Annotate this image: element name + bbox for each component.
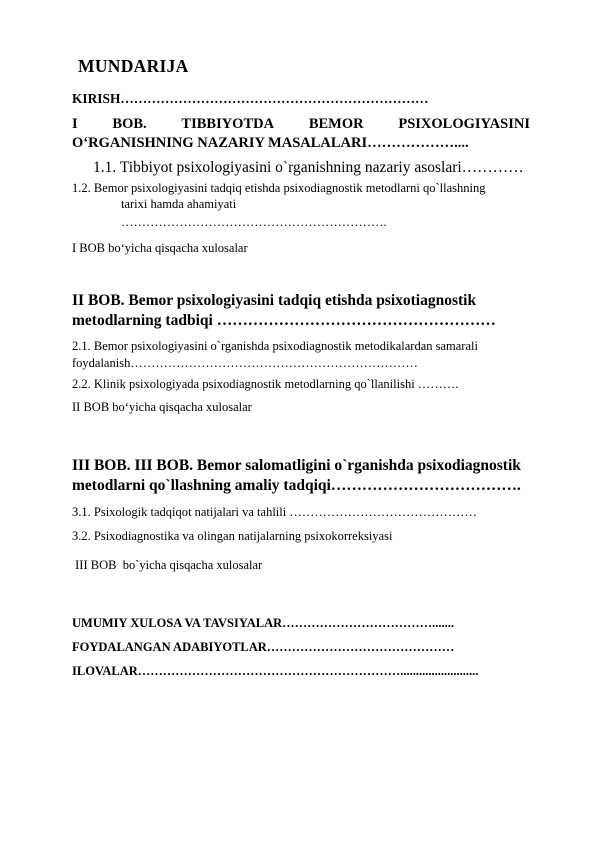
chapter1-heading-line1[interactable]: [72, 116, 530, 133]
toc-entry-kirish[interactable]: KIRISH……………………………………………………………: [72, 91, 429, 106]
toc-entry-1-1[interactable]: 1.1. Tibbiyot psixologiyasini o`rganishning nazariy asoslari…………: [93, 159, 524, 176]
toc-entry-2-1[interactable]: 2.1. Bemor psixologiyasini o`rganishda psixodiagnostik metodikalardan samarali: [72, 339, 478, 353]
toc-entry-1-2-line2[interactable]: tarixi hamda ahamiyati: [121, 197, 237, 211]
toc-entry-2-2[interactable]: 2.2. Klinik psixologiyada psixodiagnostik metodlarning qo`llanilishi ……….: [72, 377, 459, 391]
chapter2-heading-line1[interactable]: II BOB. Bemor psixologiyasini tadqiq etishda psixotiagnostik: [72, 292, 477, 309]
toc-entry-3-2[interactable]: 3.2. Psixodiagnostika va olingan natijalarning psixokorreksiyasi: [72, 529, 393, 543]
toc-entry-ch3-summary[interactable]: III BOB bo`yicha qisqacha xulosalar: [72, 558, 263, 572]
chapter1-heading-word: PSIXOLOGIYASINI: [398, 116, 530, 132]
toc-entry-ilovalar[interactable]: ILOVALAR……………………………………………………….........................: [72, 664, 479, 678]
chapter1-heading-word: BEMOR: [308, 116, 364, 132]
toc-entry-3-1[interactable]: 3.1. Psixologik tadqiqot natijalari va tahlili ………………………………………: [72, 505, 477, 519]
chapter3-heading-line2[interactable]: metodlarni qo`llashning amaliy tadqiqi……………………………….: [72, 477, 521, 494]
chapter3-heading-line1[interactable]: III BOB. III BOB. Bemor salomatligini o`rganishda psixodiagnostik: [72, 457, 521, 474]
chapter2-heading-line2[interactable]: metodlarning tadbiqi ………………………………………………: [72, 312, 496, 329]
chapter1-heading-word: I: [72, 116, 78, 132]
toc-entry-1-2-dots: ……………………………………………………….: [121, 215, 387, 229]
toc-entry-1-2[interactable]: 1.2. Bemor psixologiyasini tadqiq etishda psixodiagnostik metodlarni qo`llashning: [72, 181, 486, 195]
chapter1-heading-word: BOB.: [112, 116, 147, 132]
toc-entry-ch1-summary[interactable]: I BOB bo‘yicha qisqacha xulosalar: [72, 241, 248, 255]
toc-entry-umumiy-xulosa[interactable]: UMUMIY XULOSA VA TAVSIYALAR……………………………….......: [72, 616, 455, 630]
toc-title: MUNDARIJA: [78, 56, 189, 76]
toc-entry-ch2-summary[interactable]: II BOB bo‘yicha qisqacha xulosalar: [72, 400, 252, 414]
toc-entry-2-1-line2[interactable]: foydalanish……………………………………………………………: [72, 356, 418, 370]
chapter1-heading-line2[interactable]: O‘RGANISHNING NAZARIY MASALALARI………………....: [72, 135, 469, 151]
toc-entry-adabiyotlar[interactable]: FOYDALANGAN ADABIYOTLAR………………………………………: [72, 640, 455, 654]
chapter1-heading-word: TIBBIYOTDA: [181, 116, 275, 132]
